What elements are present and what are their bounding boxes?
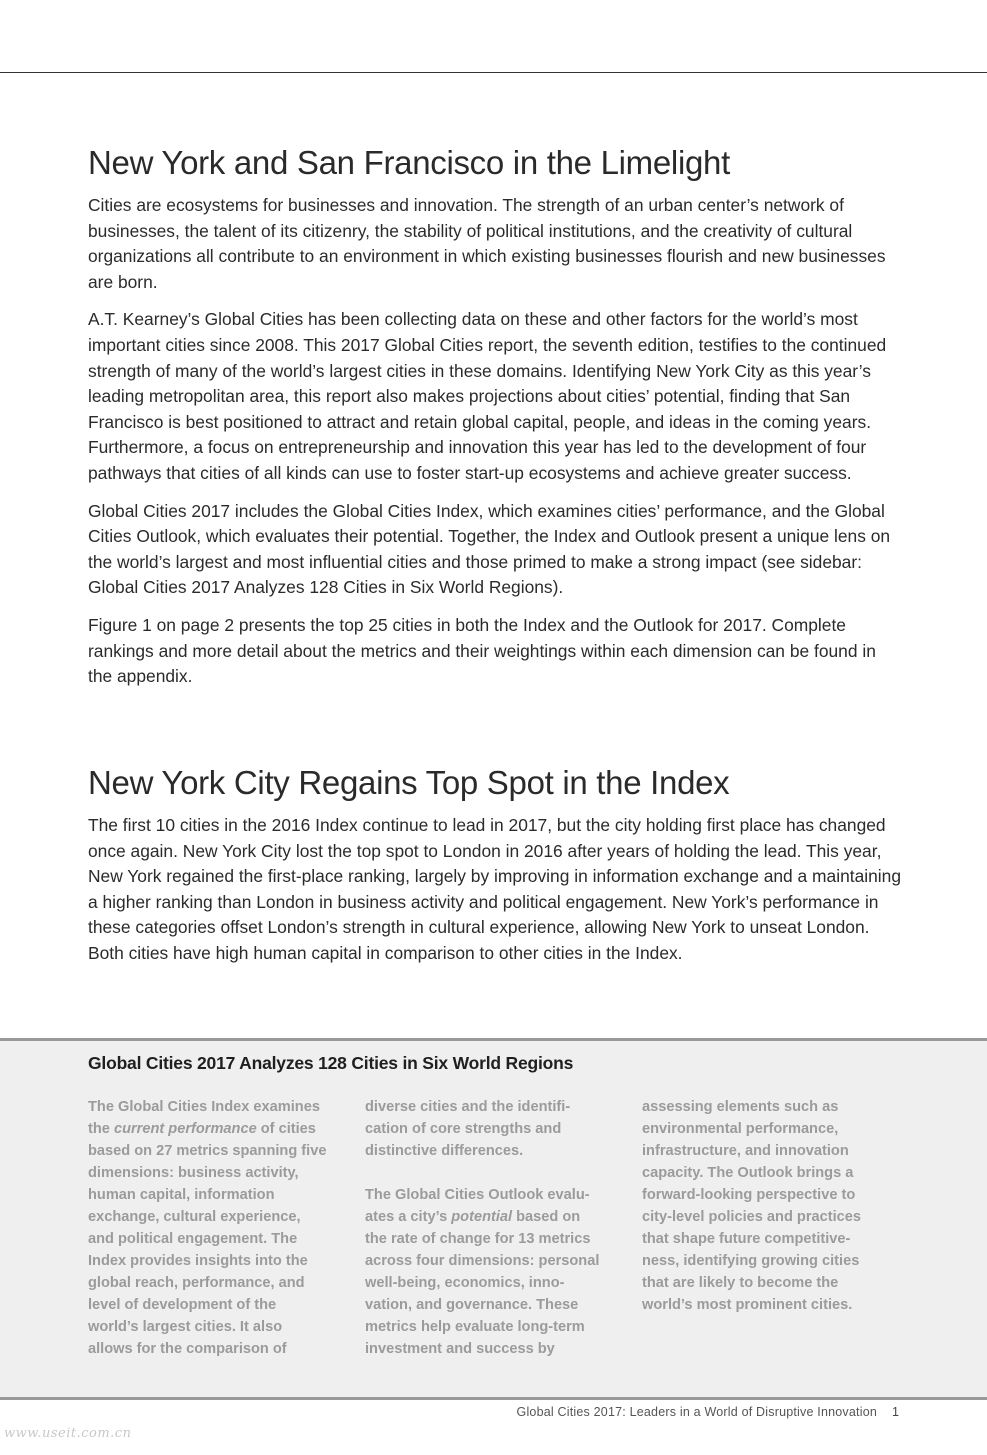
text-run: The Global Cities Outlook evalu- ates a city’s [365, 1187, 590, 1225]
sidebar-box [0, 1038, 987, 1400]
section-heading: New York City Regains Top Spot in the Index [88, 764, 730, 801]
paragraph: Global Cities 2017 includes the Global Cities Index, which examines cities’ performance, and the Global Cities Outlook, which evaluates their potential. Together, the Index and Outlook present a unique lens on the world’s largest and most influential cities and those primed to make a strong impact (see sidebar: Global Cities 2017 Analyzes 128 Cities in Six World Regions). [88, 500, 891, 598]
sidebar-paragraph: assessing elements such as environmental performance, infrastructure, and innovation capacity. The Outlook brings a forward-looking perspective to city-level policies and practices that shape future competitive- ness, identifying growing cities that are likely to become the world’s most prominent cities. [642, 1099, 862, 1313]
emphasis-text: current performance [113, 1121, 257, 1137]
paragraph: Cities are ecosystems for businesses and innovation. The strength of an urban center’s network of businesses, the talent of its citizenry, the stability of political institutions, and the creativity of cultural organizations all contribute to an environment in which existing businesses flourish and new businesses are born. [88, 195, 886, 292]
paragraph: A.T. Kearney’s Global Cities has been collecting data on these and other factors for the world’s most important cities since 2008. This 2017 Global Cities report, the seventh edition, testifies to the continued strength of many of the world’s largest cities in these domains. Identifying New York City as this year’s leading metropolitan area, this report also makes projections about cities’ potential, finding that San Francisco is best positioned to attract and retain global capital, people, and ideas in the coming years. Furthermore, a focus on entrepreneurship and innovation this year has led to the development of four pathways that cities of all kinds can use to foster start-up ecosystems and achieve greater success. [88, 309, 887, 483]
section-limelight [88, 143, 903, 702]
page-number: 1 [892, 1405, 899, 1419]
sidebar-paragraph [88, 1096, 350, 1360]
sidebar-paragraph [365, 1184, 627, 1360]
section-top-spot [88, 763, 903, 967]
text-run: The Global Cities Index examines the [88, 1099, 320, 1137]
sidebar-column-3 [642, 1096, 904, 1316]
emphasis-text: potential [451, 1209, 513, 1225]
watermark: www.useit.com.cn [4, 1426, 132, 1441]
text-run: of cities based on 27 metrics spanning five dimensions: business activity, human capital, information exchange, cultural experience, and political engagement. The Index provides insights into the global reach, performance, and level of development of the world’s largest cities. It also allows for the comparison of [88, 1121, 327, 1357]
text-run: based on the rate of change for 13 metrics across four dimensions: personal well-being, economics, inno- vation, and governance. These metrics help evaluate long-term investment and success by [365, 1209, 600, 1357]
sidebar-paragraph: diverse cities and the identifi- cation of core strengths and distinctive differences. [365, 1099, 571, 1159]
footer-title: Global Cities 2017: Leaders in a World of Disruptive Innovation [516, 1405, 877, 1419]
sidebar-column-1 [88, 1096, 350, 1360]
sidebar-title: Global Cities 2017 Analyzes 128 Cities in Six World Regions [88, 1053, 574, 1073]
paragraph: Figure 1 on page 2 presents the top 25 cities in both the Index and the Outlook for 2017. Complete rankings and more detail about the metrics and their weightings within each dimension can be found in the appendix. [88, 614, 876, 687]
section-heading: New York and San Francisco in the Limelight [88, 144, 730, 181]
sidebar-column-2 [365, 1096, 627, 1360]
top-rule [0, 72, 987, 73]
paragraph: The first 10 cities in the 2016 Index continue to lead in 2017, but the city holding first place has changed once again. New York City lost the top spot to London in 2016 after years of holding the lead. This year, New York regained the first-place ranking, largely by improving in information exchange and a maintaining a higher ranking than London in business activity and political engagement. New York’s performance in these categories offset London’s strength in cultural experience, allowing New York to unseat London. Both cities have high human capital in comparison to other cities in the Index. [88, 815, 901, 963]
